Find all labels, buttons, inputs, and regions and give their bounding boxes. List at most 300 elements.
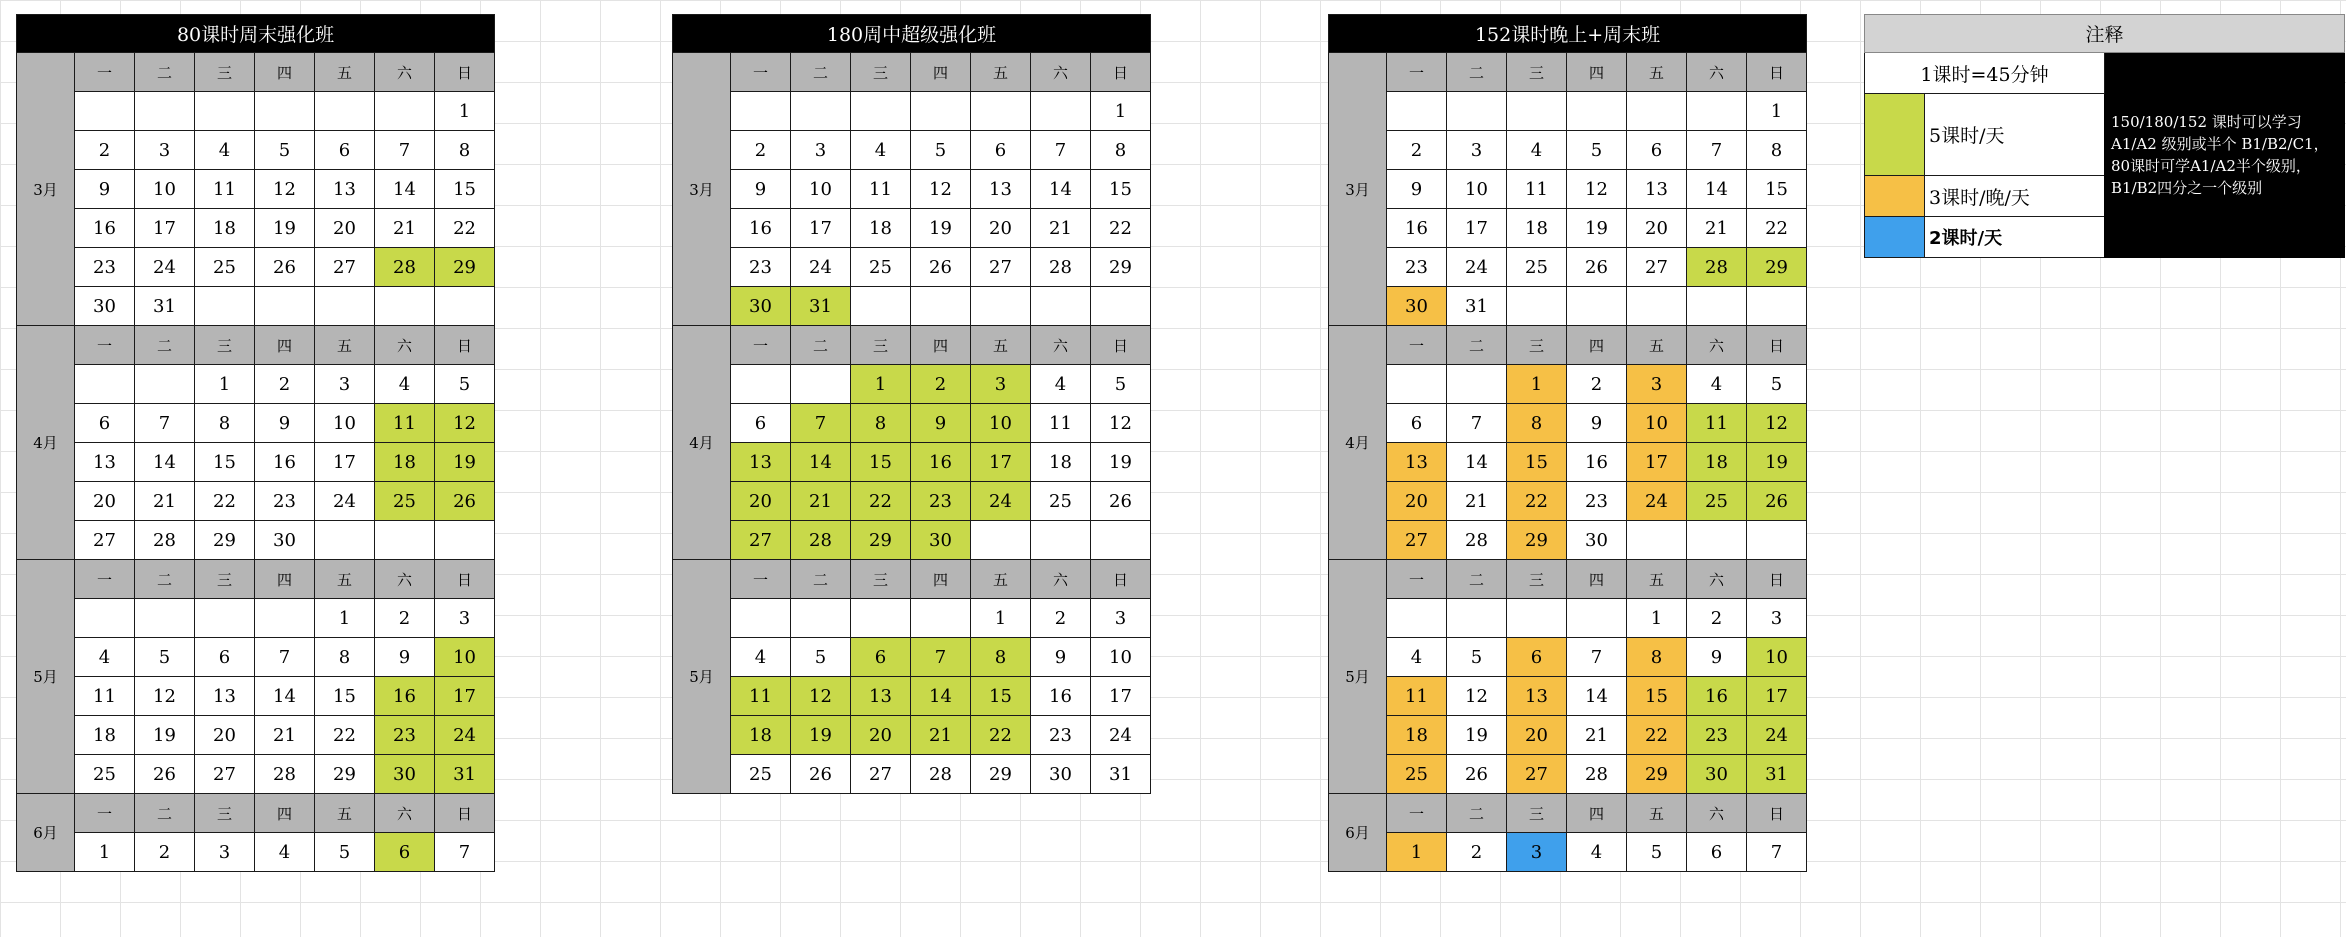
day-cell: 15 [1747, 170, 1807, 209]
empty-cell [971, 521, 1031, 560]
day-cell: 22 [1507, 482, 1567, 521]
weekday-header: 二 [1447, 794, 1507, 833]
weekday-header: 六 [375, 794, 435, 833]
weekday-header: 一 [731, 53, 791, 92]
day-cell: 11 [851, 170, 911, 209]
empty-cell [1447, 92, 1507, 131]
day-cell: 27 [1387, 521, 1447, 560]
weekday-header: 三 [195, 53, 255, 92]
day-cell: 23 [255, 482, 315, 521]
day-cell: 23 [75, 248, 135, 287]
day-cell: 15 [1091, 170, 1151, 209]
empty-cell [255, 92, 315, 131]
weekday-header: 六 [1031, 326, 1091, 365]
calendar-80h-weekend [16, 14, 495, 872]
day-cell: 6 [375, 833, 435, 872]
day-cell: 7 [1567, 638, 1627, 677]
day-cell: 5 [315, 833, 375, 872]
day-cell: 19 [791, 716, 851, 755]
day-cell: 11 [1031, 404, 1091, 443]
day-cell: 30 [731, 287, 791, 326]
day-cell: 2 [255, 365, 315, 404]
empty-cell [195, 287, 255, 326]
day-cell: 20 [1507, 716, 1567, 755]
day-cell: 18 [75, 716, 135, 755]
day-cell: 19 [911, 209, 971, 248]
day-cell: 16 [1687, 677, 1747, 716]
day-cell: 22 [1091, 209, 1151, 248]
day-cell: 20 [1387, 482, 1447, 521]
day-cell: 8 [1091, 131, 1151, 170]
day-cell: 26 [1091, 482, 1151, 521]
empty-cell [731, 365, 791, 404]
day-cell: 14 [1567, 677, 1627, 716]
weekday-header: 二 [135, 326, 195, 365]
day-cell: 13 [1507, 677, 1567, 716]
day-cell: 23 [1387, 248, 1447, 287]
day-cell: 27 [1507, 755, 1567, 794]
day-cell: 5 [911, 131, 971, 170]
day-cell: 3 [315, 365, 375, 404]
day-cell: 6 [315, 131, 375, 170]
day-cell: 5 [1447, 638, 1507, 677]
day-cell: 12 [1447, 677, 1507, 716]
day-cell: 2 [1567, 365, 1627, 404]
day-cell: 7 [375, 131, 435, 170]
empty-cell [135, 599, 195, 638]
day-cell: 24 [435, 716, 495, 755]
day-cell: 9 [75, 170, 135, 209]
day-cell: 21 [135, 482, 195, 521]
day-cell: 5 [1627, 833, 1687, 872]
day-cell: 1 [1387, 833, 1447, 872]
weekday-header: 二 [791, 53, 851, 92]
day-cell: 20 [315, 209, 375, 248]
day-cell: 27 [75, 521, 135, 560]
day-cell: 1 [1747, 92, 1807, 131]
day-cell: 6 [1687, 833, 1747, 872]
weekday-header: 一 [1387, 326, 1447, 365]
day-cell: 24 [1627, 482, 1687, 521]
day-cell: 27 [971, 248, 1031, 287]
day-cell: 5 [435, 365, 495, 404]
day-cell: 5 [255, 131, 315, 170]
day-cell: 14 [135, 443, 195, 482]
month-label: 3月 [673, 53, 731, 326]
day-cell: 17 [1091, 677, 1151, 716]
empty-cell [1627, 287, 1687, 326]
day-cell: 20 [195, 716, 255, 755]
empty-cell [315, 92, 375, 131]
weekday-header: 三 [1507, 794, 1567, 833]
empty-cell [255, 599, 315, 638]
day-cell: 22 [195, 482, 255, 521]
day-cell: 8 [1507, 404, 1567, 443]
day-cell: 31 [1091, 755, 1151, 794]
day-cell: 13 [851, 677, 911, 716]
day-cell: 28 [1687, 248, 1747, 287]
empty-cell [911, 599, 971, 638]
empty-cell [1387, 365, 1447, 404]
day-cell: 13 [731, 443, 791, 482]
weekday-header: 四 [911, 560, 971, 599]
day-cell: 28 [1031, 248, 1091, 287]
day-cell: 12 [435, 404, 495, 443]
day-cell: 27 [315, 248, 375, 287]
day-cell: 25 [1507, 248, 1567, 287]
day-cell: 5 [135, 638, 195, 677]
day-cell: 22 [1627, 716, 1687, 755]
day-cell: 19 [1747, 443, 1807, 482]
day-cell: 8 [1747, 131, 1807, 170]
day-cell: 18 [1031, 443, 1091, 482]
day-cell: 4 [1387, 638, 1447, 677]
empty-cell [1627, 92, 1687, 131]
weekday-header: 五 [971, 326, 1031, 365]
day-cell: 7 [1747, 833, 1807, 872]
weekday-header: 六 [375, 53, 435, 92]
day-cell: 12 [135, 677, 195, 716]
day-cell: 21 [1687, 209, 1747, 248]
day-cell: 24 [1747, 716, 1807, 755]
weekday-header: 三 [195, 560, 255, 599]
day-cell: 9 [1031, 638, 1091, 677]
legend-label-2h: 2课时/天 [1925, 217, 2105, 258]
day-cell: 20 [1627, 209, 1687, 248]
day-cell: 13 [1627, 170, 1687, 209]
empty-cell [195, 599, 255, 638]
weekday-header: 一 [1387, 53, 1447, 92]
empty-cell [1507, 287, 1567, 326]
empty-cell [1687, 92, 1747, 131]
legend-label-5h: 5课时/天 [1925, 94, 2105, 176]
day-cell: 19 [1091, 443, 1151, 482]
weekday-header: 五 [315, 326, 375, 365]
empty-cell [971, 92, 1031, 131]
empty-cell [315, 521, 375, 560]
day-cell: 22 [851, 482, 911, 521]
weekday-header: 二 [791, 326, 851, 365]
day-cell: 27 [731, 521, 791, 560]
day-cell: 29 [1091, 248, 1151, 287]
day-cell: 11 [1507, 170, 1567, 209]
day-cell: 8 [435, 131, 495, 170]
day-cell: 22 [435, 209, 495, 248]
weekday-header: 五 [1627, 53, 1687, 92]
day-cell: 1 [1627, 599, 1687, 638]
empty-cell [75, 599, 135, 638]
day-cell: 29 [435, 248, 495, 287]
empty-cell [731, 92, 791, 131]
day-cell: 21 [375, 209, 435, 248]
weekday-header: 五 [1627, 326, 1687, 365]
day-cell: 17 [135, 209, 195, 248]
weekday-header: 三 [851, 560, 911, 599]
day-cell: 18 [851, 209, 911, 248]
day-cell: 23 [375, 716, 435, 755]
day-cell: 20 [75, 482, 135, 521]
weekday-header: 一 [731, 326, 791, 365]
day-cell: 7 [791, 404, 851, 443]
empty-cell [851, 599, 911, 638]
day-cell: 17 [1447, 209, 1507, 248]
day-cell: 17 [435, 677, 495, 716]
day-cell: 11 [375, 404, 435, 443]
day-cell: 9 [375, 638, 435, 677]
weekday-header: 日 [435, 326, 495, 365]
day-cell: 15 [851, 443, 911, 482]
weekday-header: 五 [971, 53, 1031, 92]
day-cell: 25 [375, 482, 435, 521]
day-cell: 23 [731, 248, 791, 287]
day-cell: 4 [1567, 833, 1627, 872]
empty-cell [971, 287, 1031, 326]
day-cell: 25 [1687, 482, 1747, 521]
day-cell: 14 [1031, 170, 1091, 209]
empty-cell [791, 92, 851, 131]
empty-cell [1387, 599, 1447, 638]
day-cell: 3 [195, 833, 255, 872]
weekday-header: 四 [911, 326, 971, 365]
weekday-header: 一 [75, 794, 135, 833]
day-cell: 30 [911, 521, 971, 560]
day-cell: 12 [911, 170, 971, 209]
weekday-header: 五 [1627, 560, 1687, 599]
day-cell: 19 [1447, 716, 1507, 755]
day-cell: 20 [731, 482, 791, 521]
day-cell: 10 [791, 170, 851, 209]
empty-cell [851, 287, 911, 326]
day-cell: 13 [1387, 443, 1447, 482]
day-cell: 16 [1387, 209, 1447, 248]
day-cell: 18 [375, 443, 435, 482]
day-cell: 1 [1507, 365, 1567, 404]
empty-cell [1031, 521, 1091, 560]
day-cell: 31 [791, 287, 851, 326]
day-cell: 8 [315, 638, 375, 677]
day-cell: 28 [375, 248, 435, 287]
empty-cell [1567, 287, 1627, 326]
calendar-title: 152课时晚上+周末班 [1329, 15, 1807, 53]
day-cell: 16 [1567, 443, 1627, 482]
day-cell: 29 [195, 521, 255, 560]
day-cell: 7 [1447, 404, 1507, 443]
day-cell: 4 [195, 131, 255, 170]
day-cell: 28 [1447, 521, 1507, 560]
day-cell: 11 [731, 677, 791, 716]
empty-cell [791, 599, 851, 638]
weekday-header: 五 [1627, 794, 1687, 833]
day-cell: 18 [1387, 716, 1447, 755]
day-cell: 9 [731, 170, 791, 209]
day-cell: 26 [1447, 755, 1507, 794]
day-cell: 18 [731, 716, 791, 755]
day-cell: 24 [315, 482, 375, 521]
weekday-header: 日 [1747, 794, 1807, 833]
day-cell: 6 [851, 638, 911, 677]
day-cell: 6 [731, 404, 791, 443]
day-cell: 2 [911, 365, 971, 404]
day-cell: 10 [315, 404, 375, 443]
empty-cell [851, 92, 911, 131]
weekday-header: 四 [255, 53, 315, 92]
weekday-header: 六 [375, 560, 435, 599]
day-cell: 25 [731, 755, 791, 794]
day-cell: 21 [791, 482, 851, 521]
day-cell: 13 [75, 443, 135, 482]
weekday-header: 四 [255, 326, 315, 365]
day-cell: 30 [375, 755, 435, 794]
day-cell: 28 [1567, 755, 1627, 794]
month-label: 4月 [673, 326, 731, 560]
weekday-header: 二 [135, 560, 195, 599]
day-cell: 14 [375, 170, 435, 209]
day-cell: 5 [1747, 365, 1807, 404]
day-cell: 21 [255, 716, 315, 755]
day-cell: 30 [75, 287, 135, 326]
day-cell: 3 [1091, 599, 1151, 638]
weekday-header: 二 [135, 794, 195, 833]
day-cell: 23 [1031, 716, 1091, 755]
month-label: 4月 [17, 326, 75, 560]
day-cell: 26 [791, 755, 851, 794]
weekday-header: 日 [1091, 560, 1151, 599]
day-cell: 2 [1687, 599, 1747, 638]
empty-cell [1091, 287, 1151, 326]
weekday-header: 日 [1747, 326, 1807, 365]
day-cell: 28 [135, 521, 195, 560]
day-cell: 24 [135, 248, 195, 287]
day-cell: 4 [375, 365, 435, 404]
legend-swatch-blue [1865, 217, 1925, 258]
day-cell: 2 [1387, 131, 1447, 170]
day-cell: 24 [1091, 716, 1151, 755]
day-cell: 29 [971, 755, 1031, 794]
month-label: 6月 [17, 794, 75, 872]
day-cell: 18 [1507, 209, 1567, 248]
weekday-header: 六 [1687, 53, 1747, 92]
calendar-title: 80课时周末强化班 [17, 15, 495, 53]
day-cell: 10 [1627, 404, 1687, 443]
day-cell: 6 [195, 638, 255, 677]
day-cell: 1 [75, 833, 135, 872]
weekday-header: 三 [851, 326, 911, 365]
weekday-header: 三 [1507, 326, 1567, 365]
day-cell: 6 [971, 131, 1031, 170]
day-cell: 29 [1627, 755, 1687, 794]
day-cell: 22 [315, 716, 375, 755]
day-cell: 25 [195, 248, 255, 287]
day-cell: 8 [195, 404, 255, 443]
empty-cell [375, 521, 435, 560]
day-cell: 24 [971, 482, 1031, 521]
weekday-header: 三 [1507, 560, 1567, 599]
notes-title: 注释 [1865, 15, 2345, 53]
day-cell: 29 [315, 755, 375, 794]
empty-cell [1031, 92, 1091, 131]
empty-cell [435, 521, 495, 560]
day-cell: 17 [1627, 443, 1687, 482]
calendar-title: 180周中超级强化班 [673, 15, 1151, 53]
calendar-152h-evening-weekend [1328, 14, 1807, 872]
day-cell: 6 [75, 404, 135, 443]
weekday-header: 二 [1447, 560, 1507, 599]
day-cell: 26 [435, 482, 495, 521]
day-cell: 9 [911, 404, 971, 443]
day-cell: 19 [435, 443, 495, 482]
day-cell: 4 [75, 638, 135, 677]
empty-cell [791, 365, 851, 404]
day-cell: 1 [195, 365, 255, 404]
day-cell: 18 [195, 209, 255, 248]
day-cell: 31 [435, 755, 495, 794]
empty-cell [1447, 599, 1507, 638]
weekday-header: 日 [435, 560, 495, 599]
weekday-header: 日 [1747, 53, 1807, 92]
day-cell: 1 [851, 365, 911, 404]
month-label: 5月 [17, 560, 75, 794]
day-cell: 8 [971, 638, 1031, 677]
day-cell: 1 [971, 599, 1031, 638]
day-cell: 17 [1747, 677, 1807, 716]
weekday-header: 日 [1747, 560, 1807, 599]
day-cell: 31 [1447, 287, 1507, 326]
day-cell: 12 [1567, 170, 1627, 209]
day-cell: 1 [435, 92, 495, 131]
empty-cell [731, 599, 791, 638]
day-cell: 19 [135, 716, 195, 755]
day-cell: 11 [75, 677, 135, 716]
day-cell: 14 [255, 677, 315, 716]
weekday-header: 四 [1567, 560, 1627, 599]
day-cell: 15 [1627, 677, 1687, 716]
day-cell: 15 [315, 677, 375, 716]
day-cell: 22 [1747, 209, 1807, 248]
weekday-header: 四 [911, 53, 971, 92]
weekday-header: 六 [1031, 560, 1091, 599]
day-cell: 4 [255, 833, 315, 872]
empty-cell [135, 92, 195, 131]
day-cell: 19 [1567, 209, 1627, 248]
weekday-header: 三 [851, 53, 911, 92]
day-cell: 4 [1031, 365, 1091, 404]
day-cell: 30 [1567, 521, 1627, 560]
calendar-180-weekday [672, 14, 1151, 794]
empty-cell [1031, 287, 1091, 326]
unit-note: 1课时=45分钟 [1865, 53, 2105, 94]
day-cell: 30 [255, 521, 315, 560]
weekday-header: 日 [435, 794, 495, 833]
day-cell: 12 [255, 170, 315, 209]
day-cell: 3 [435, 599, 495, 638]
day-cell: 29 [1747, 248, 1807, 287]
day-cell: 16 [75, 209, 135, 248]
day-cell: 28 [911, 755, 971, 794]
day-cell: 4 [1507, 131, 1567, 170]
legend-swatch-orange [1865, 176, 1925, 217]
empty-cell [1507, 92, 1567, 131]
day-cell: 27 [195, 755, 255, 794]
month-label: 5月 [673, 560, 731, 794]
day-cell: 30 [1687, 755, 1747, 794]
day-cell: 31 [1747, 755, 1807, 794]
day-cell: 16 [1031, 677, 1091, 716]
day-cell: 7 [255, 638, 315, 677]
weekday-header: 六 [1687, 560, 1747, 599]
weekday-header: 一 [1387, 794, 1447, 833]
day-cell: 26 [911, 248, 971, 287]
month-label: 5月 [1329, 560, 1387, 794]
